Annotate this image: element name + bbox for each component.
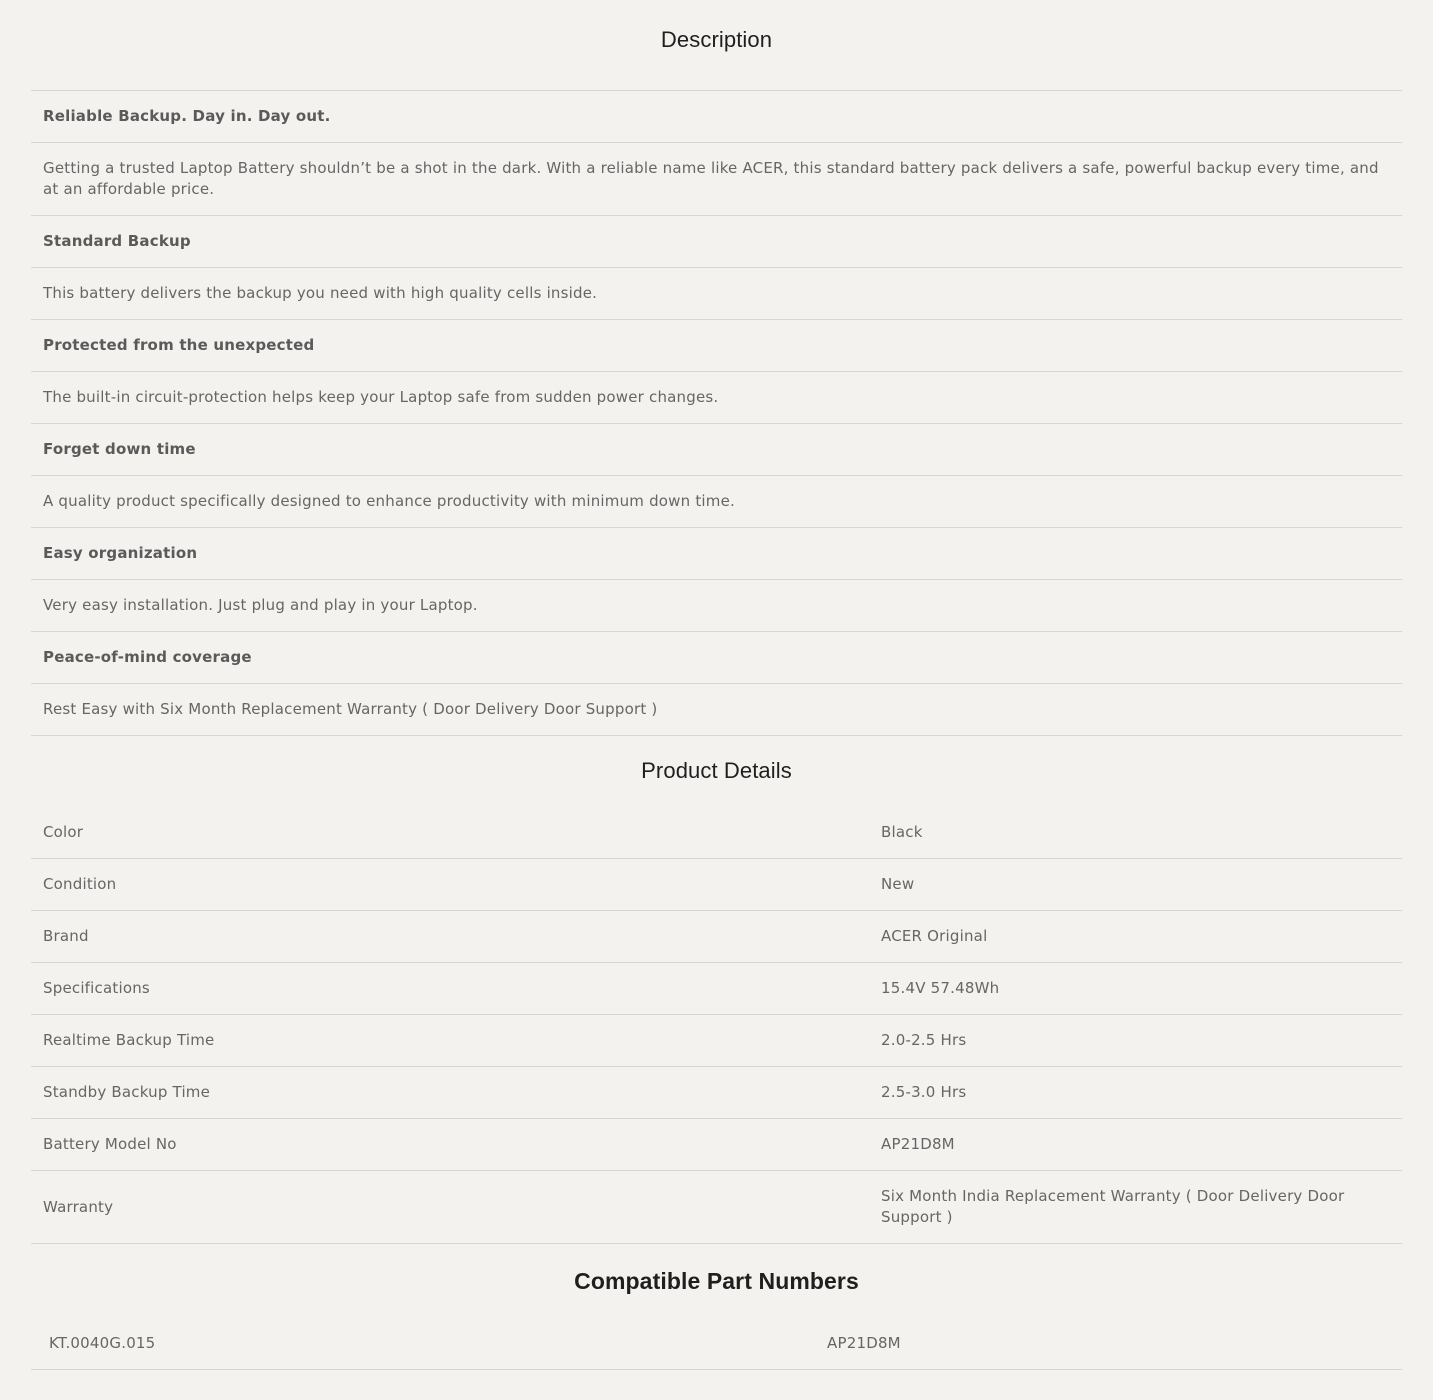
details-row-standby-backup [31,1067,1402,1119]
product-details-table [31,807,1402,1244]
description-paragraph: The built-in circuit-protection helps keep your Laptop safe from sudden power changes. [31,372,1402,424]
details-row-condition [31,859,1402,911]
details-label: Standby Backup Time [43,1083,211,1101]
description-heading: Easy organization [31,528,1402,580]
details-value: New [881,875,915,893]
details-value: 2.0-2.5 Hrs [881,1031,967,1049]
description-heading: Standard Backup [31,216,1402,268]
description-heading: Forget down time [31,424,1402,476]
part-number-cell: KT.0040G.015 [49,1334,156,1352]
details-label: Realtime Backup Time [43,1031,215,1049]
details-label: Color [43,823,84,841]
description-paragraph: A quality product specifically designed to enhance productivity with minimum down time. [31,476,1402,528]
compatible-part-numbers-title: Compatible Part Numbers [574,1268,859,1294]
description-heading: Peace-of-mind coverage [31,632,1402,684]
details-row-realtime-backup [31,1015,1402,1067]
compatible-part-numbers-table [31,1317,1402,1370]
details-label: Specifications [43,979,150,997]
details-value: Six Month India Replacement Warranty ( Door Delivery Door Support ) [881,1187,1345,1226]
table-row [31,1317,1402,1370]
product-details-title: Product Details [641,758,792,783]
details-row-color [31,807,1402,859]
description-paragraph: Very easy installation. Just plug and play in your Laptop. [31,580,1402,632]
description-table [31,90,1402,736]
details-row-warranty [31,1171,1402,1244]
part-number-cell: AP21D8M [827,1334,901,1352]
description-paragraph: This battery delivers the backup you need with high quality cells inside. [31,268,1402,320]
details-value: 15.4V 57.48Wh [881,979,1000,997]
details-row-specifications [31,963,1402,1015]
details-value: ACER Original [881,927,988,945]
details-value: Black [881,823,923,841]
details-row-battery-model [31,1119,1402,1171]
details-label: Battery Model No [43,1135,177,1153]
details-label: Warranty [43,1197,114,1216]
description-title: Description [660,27,773,52]
details-label: Brand [43,927,89,945]
description-paragraph: Rest Easy with Six Month Replacement Warranty ( Door Delivery Door Support ) [31,684,1402,736]
details-value: AP21D8M [881,1135,955,1153]
description-paragraph: Getting a trusted Laptop Battery shouldn’t be a shot in the dark. With a reliable name like ACER, this standard battery pack delivers a safe, powerful backup every time, and at an affordable price. [31,143,1402,216]
description-heading: Protected from the unexpected [31,320,1402,372]
description-heading: Reliable Backup. Day in. Day out. [31,91,1402,143]
details-value: 2.5-3.0 Hrs [881,1083,967,1101]
details-label: Condition [43,875,117,893]
details-row-brand [31,911,1402,963]
